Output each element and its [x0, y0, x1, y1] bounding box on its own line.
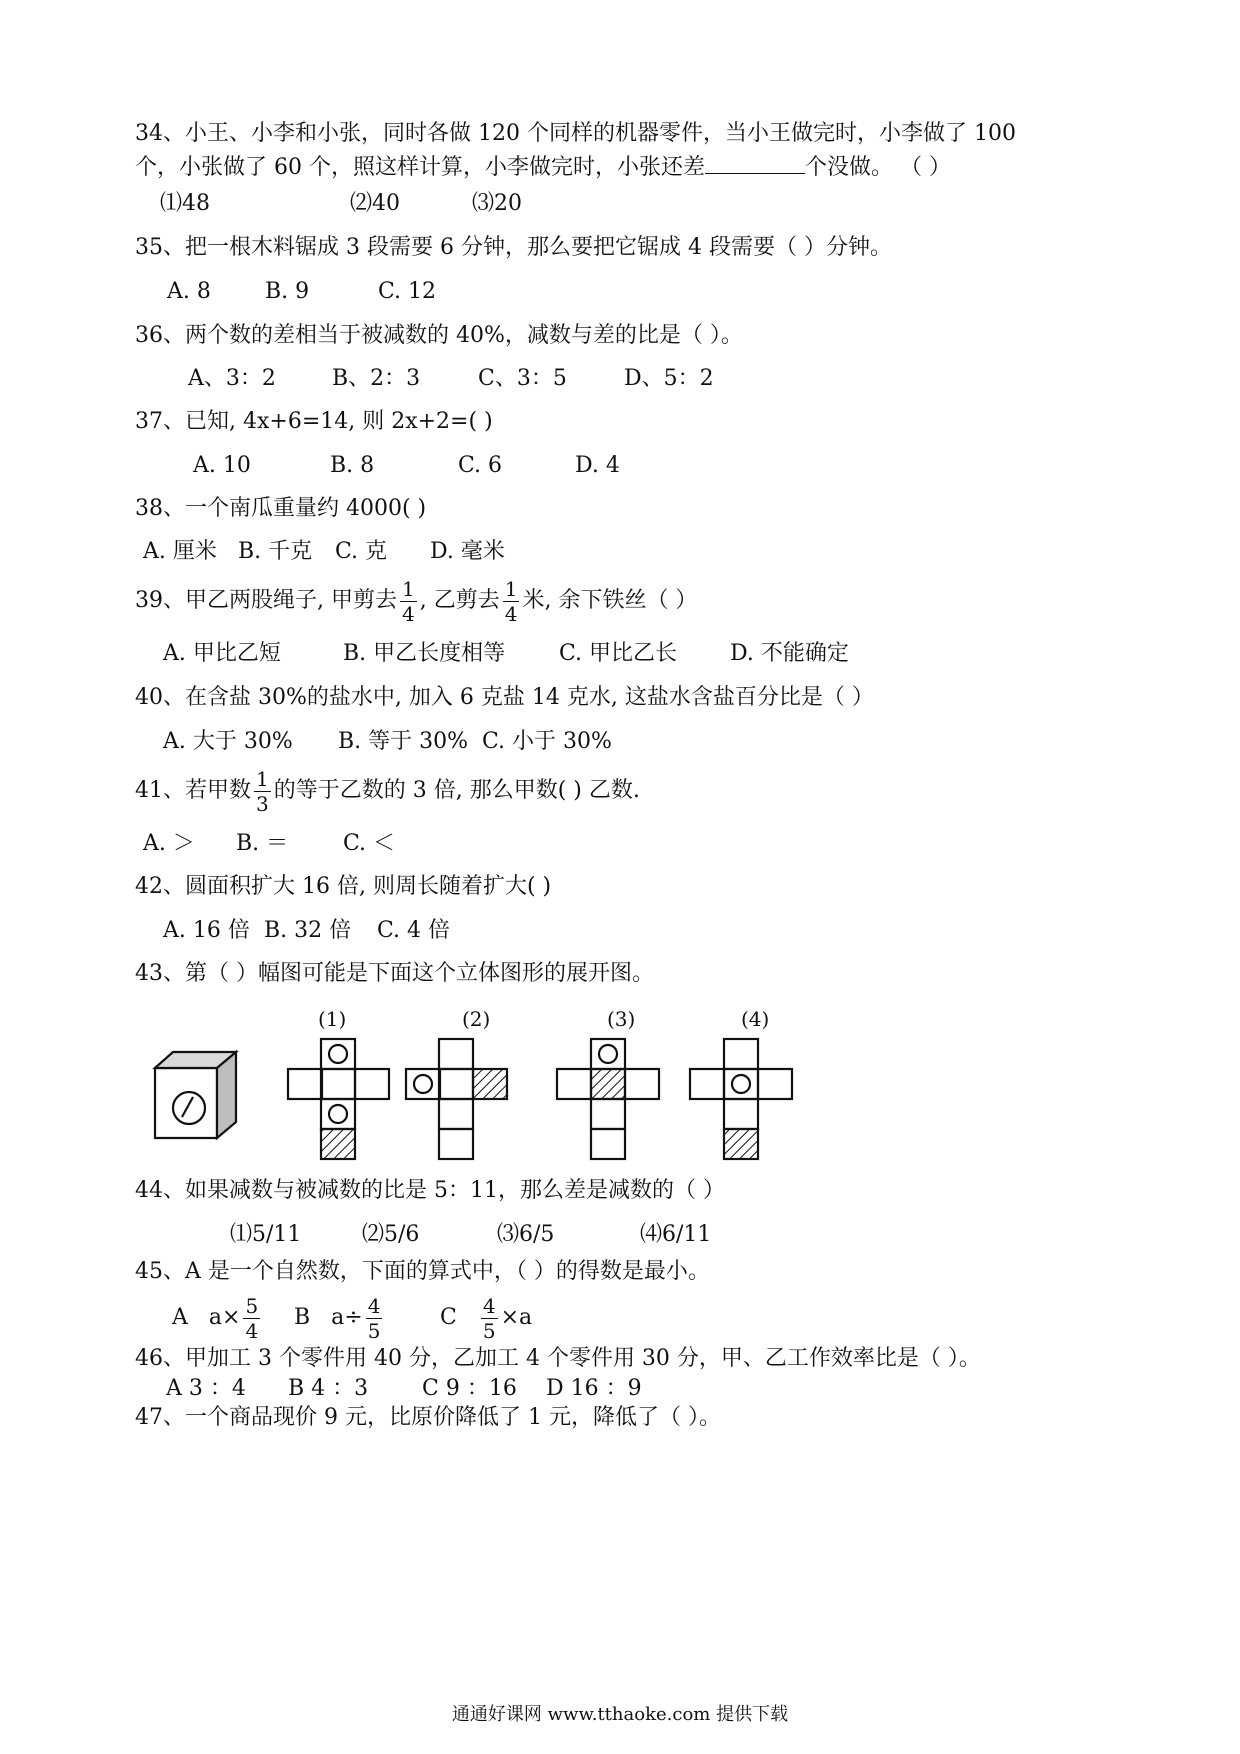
q38-option-c: C. 克	[335, 539, 388, 564]
q35-text: 35、把一根木料锯成 3 段需要 6 分钟，那么要把它锯成 4 段需要（ ）分钟。	[135, 235, 892, 260]
q39-option-a: A. 甲比乙短	[163, 641, 281, 666]
q38-option-b: B. 千克	[238, 539, 313, 564]
q36-option-d: D、5：2	[624, 366, 714, 391]
q34-option-1: ⑴48	[160, 191, 210, 216]
q39-option-c: C. 甲比乙长	[559, 641, 678, 666]
q41-text	[135, 768, 640, 814]
q40-text: 40、在含盐 30%的盐水中, 加入 6 克盐 14 克水, 这盐水含盐百分比是（ ）	[135, 685, 874, 710]
q37-option-a: A. 10	[193, 453, 251, 478]
q45-option-c	[440, 1288, 532, 1348]
q45-option-a-numerator: 5	[245, 1293, 259, 1318]
q39-fraction-1-denominator: 4	[401, 601, 415, 626]
q39-part3: 米, 余下铁丝（ ）	[522, 588, 698, 613]
q37-option-c: C. 6	[458, 453, 503, 478]
net-label-1: (1)	[318, 1007, 347, 1031]
q37-option-b: B. 8	[330, 453, 375, 478]
q38-option-a: A. 厘米	[143, 539, 217, 564]
q42-option-c: C. 4 倍	[377, 918, 451, 943]
q41-fraction-denominator: 3	[256, 791, 269, 816]
q34-option-2: ⑵40	[350, 191, 400, 216]
q41-part1: 41、若甲数	[135, 778, 251, 803]
q40-option-b: B. 等于 30%	[338, 729, 469, 754]
q39-option-d: D. 不能确定	[730, 641, 849, 666]
net-2	[406, 1039, 507, 1159]
q46-option-a: A 3 ：4	[166, 1376, 246, 1401]
q45-option-b	[294, 1288, 385, 1348]
q45-option-b-denominator: 5	[367, 1318, 381, 1343]
q34-line1: 34、小王、小李和小张，同时各做 120 个同样的机器零件，当小王做完时，小李做了 100	[135, 121, 1016, 146]
q42-text: 42、圆面积扩大 16 倍, 则周长随着扩大( )	[135, 874, 552, 899]
net-label-3: (3)	[607, 1007, 636, 1031]
q45-option-c-fraction	[481, 1293, 498, 1343]
q41-option-c: C. ＜	[343, 831, 396, 856]
q45-option-b-fraction	[366, 1293, 383, 1343]
q44-option-1: ⑴5/11	[230, 1222, 302, 1247]
q36-option-c: C、3：5	[478, 366, 567, 391]
q41-fraction	[254, 766, 271, 816]
q46-option-d: D 16 ：9	[546, 1376, 642, 1401]
q44-option-2: ⑵5/6	[362, 1222, 420, 1247]
q39-option-b: B. 甲乙长度相等	[343, 641, 506, 666]
q38-option-d: D. 毫米	[430, 539, 505, 564]
q43-figure	[150, 1035, 830, 1175]
q45-option-b-prefix: a÷	[331, 1305, 363, 1330]
q41-fraction-numerator: 1	[256, 766, 269, 791]
q41-option-b: B. ＝	[236, 831, 289, 856]
net-label-2: (2)	[462, 1007, 491, 1031]
q39-fraction-2-denominator: 4	[504, 601, 518, 626]
q42-option-b: B. 32 倍	[264, 918, 352, 943]
q39-fraction-2	[503, 576, 520, 626]
q46-option-c: C 9 ：16	[422, 1376, 517, 1401]
net-label-4: (4)	[741, 1007, 770, 1031]
q45-option-a-fraction	[243, 1293, 260, 1343]
q34-line2-tail: 个没做。 （ ）	[804, 155, 951, 180]
page-footer: 通通好课网 www.tthaoke.com 提供下载	[451, 1704, 789, 1725]
q45-option-a	[172, 1288, 263, 1348]
q45-option-b-label: B	[294, 1305, 311, 1330]
q35-option-b: B. 9	[265, 279, 310, 304]
q34-line2-text: 个，小张做了 60 个，照这样计算，小李做完时，小张还差	[135, 155, 705, 180]
q34-line2	[135, 152, 951, 184]
q44-option-4: ⑷6/11	[640, 1222, 712, 1247]
q45-text: 45、A 是一个自然数，下面的算式中，（ ）的得数是最小。	[135, 1259, 710, 1284]
q37-text: 37、已知, 4x+6=14, 则 2x+2=( )	[135, 409, 493, 434]
q34-option-3: ⑶20	[472, 191, 522, 216]
q45-option-a-prefix: a×	[208, 1305, 241, 1330]
q34-answer-blank	[705, 153, 805, 174]
net-1	[288, 1039, 389, 1159]
q39-part2: , 乙剪去	[419, 588, 500, 613]
q39-part1: 39、甲乙两股绳子, 甲剪去	[135, 588, 397, 613]
q36-option-b: B、2：3	[332, 366, 421, 391]
q44-text: 44、如果减数与被减数的比是 5：11，那么差是减数的（ ）	[135, 1178, 725, 1203]
q36-text: 36、两个数的差相当于被减数的 40%，减数与差的比是（ ）。	[135, 323, 743, 348]
q47-text: 47、一个商品现价 9 元，比原价降低了 1 元，降低了（ ）。	[135, 1405, 721, 1430]
q43-text: 43、第（ ）幅图可能是下面这个立体图形的展开图。	[135, 961, 654, 986]
q39-text	[135, 578, 697, 624]
q39-fraction-2-numerator: 1	[504, 576, 518, 601]
cube-3d	[155, 1052, 236, 1138]
q38-text: 38、一个南瓜重量约 4000( )	[135, 496, 427, 521]
q37-option-d: D. 4	[575, 453, 620, 478]
q41-part2: 的等于乙数的 3 倍, 那么甲数( ) 乙数.	[273, 778, 640, 803]
net-4	[690, 1039, 792, 1159]
q39-fraction-1-numerator: 1	[401, 576, 415, 601]
q45-option-c-label: C	[440, 1305, 457, 1330]
q44-option-3: ⑶6/5	[497, 1222, 555, 1247]
q36-option-a: A、3：2	[188, 366, 276, 391]
q45-option-c-numerator: 4	[482, 1293, 496, 1318]
q35-option-a: A. 8	[167, 279, 211, 304]
q41-option-a: A. ＞	[143, 831, 195, 856]
net-3	[557, 1039, 659, 1159]
q45-option-c-denominator: 5	[482, 1318, 496, 1343]
q40-option-a: A. 大于 30%	[163, 729, 293, 754]
q40-option-c: C. 小于 30%	[482, 729, 612, 754]
q45-option-a-label: A	[172, 1305, 188, 1330]
q45-option-a-denominator: 4	[245, 1318, 259, 1343]
q35-option-c: C. 12	[378, 279, 437, 304]
q39-fraction-1	[400, 576, 417, 626]
q42-option-a: A. 16 倍	[163, 918, 250, 943]
q46-option-b: B 4 ：3	[288, 1376, 369, 1401]
q46-text: 46、甲加工 3 个零件用 40 分，乙加工 4 个零件用 30 分，甲、乙工作效率比是（ ）。	[135, 1346, 981, 1371]
q45-option-c-suffix: ×a	[500, 1305, 533, 1330]
q45-option-b-numerator: 4	[367, 1293, 381, 1318]
